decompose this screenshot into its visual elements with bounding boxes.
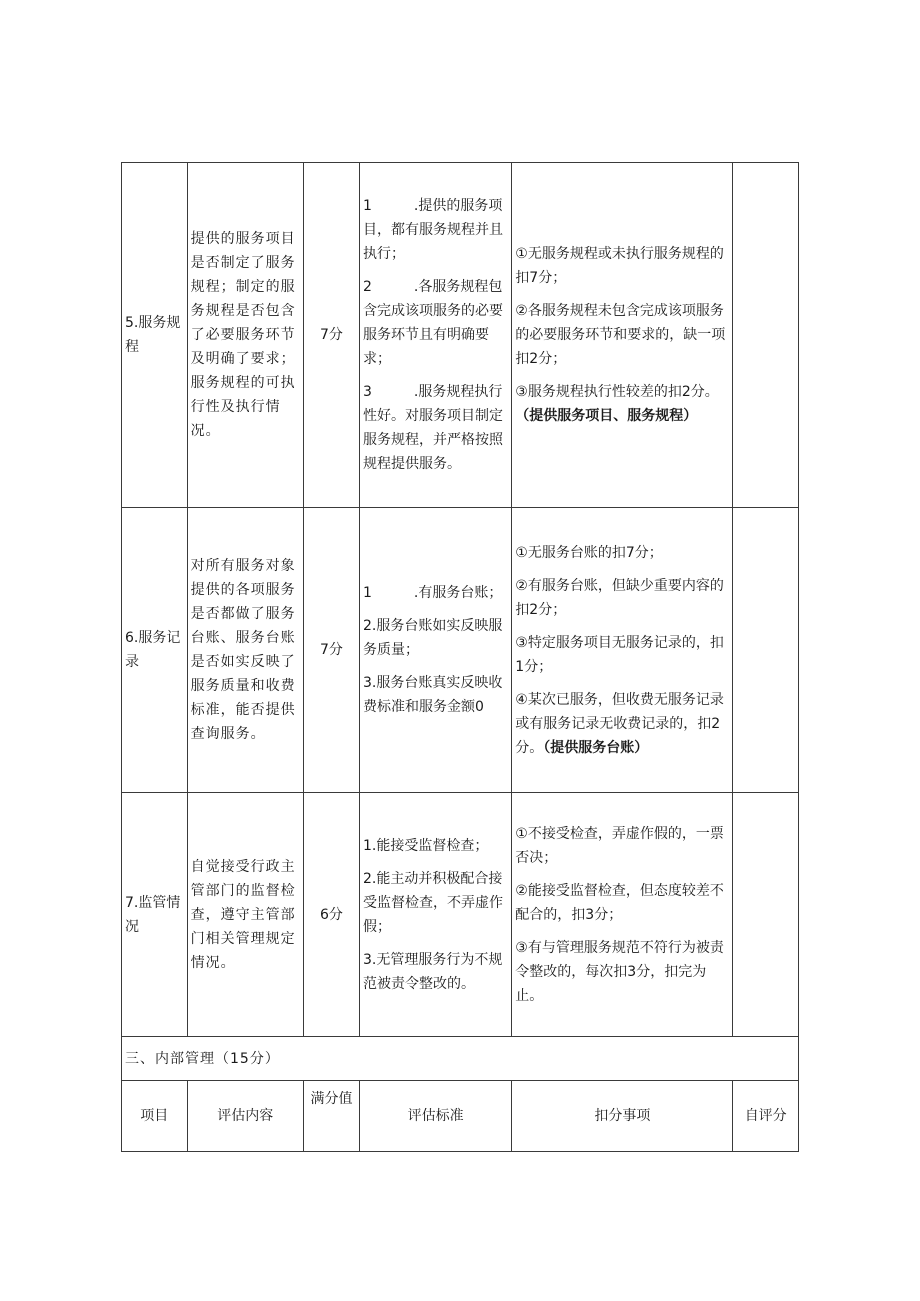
- section-row: [122, 1037, 799, 1081]
- deduction-item: ②有服务台账，但缺少重要内容的扣2分；: [515, 577, 724, 618]
- standard-item: 3 .服务规程执行性好。对服务项目制定服务规程，并严格按照规程提供服务。: [362, 384, 503, 472]
- standard-item: 2.能主动并积极配合接受监督检查，不弄虚作假；: [362, 870, 503, 935]
- section-title: 三、内部管理（15分）: [122, 1037, 799, 1081]
- deduction-cell: [512, 793, 733, 1037]
- deduction-item: [515, 688, 729, 760]
- deduction-item: ①不接受检查，弄虚作假的，一票否决；: [515, 825, 724, 866]
- deduction-text: ④某次已服务，但收费无服务记录或有服务记录无收费记录的，扣2分。: [515, 691, 724, 756]
- item-cell: 7.监管情况: [122, 793, 188, 1037]
- header-content: 评估内容: [187, 1081, 303, 1152]
- table-row: [122, 793, 799, 1037]
- table-row: [122, 508, 799, 793]
- header-row: [122, 1081, 799, 1152]
- self-score-cell: [733, 163, 799, 508]
- standard-cell: [359, 508, 511, 793]
- standard-item: 1 .有服务台账；: [362, 585, 503, 601]
- standard-item: 1 .提供的服务项目，都有服务规程并且执行；: [362, 198, 503, 262]
- score-cell: 6分: [303, 793, 359, 1037]
- score-cell: 7分: [303, 508, 359, 793]
- standard-item: 2 .各服务规程包含完成该项服务的必要服务环节且有明确要求；: [362, 279, 503, 367]
- deduction-item: ①无服务规程或未执行服务规程的扣7分；: [515, 246, 724, 286]
- content-cell: 对所有服务对象提供的各项服务是否都做了服务台账、服务台账是否如实反映了服务质量和收费标准，能否提供查询服务。: [187, 508, 303, 793]
- standard-item: 3.无管理服务行为不规范被责令整改的。: [362, 951, 503, 992]
- deduction-item: ③服务规程执行性较差的扣2分。: [515, 384, 719, 400]
- item-cell: 5.服务规程: [122, 163, 188, 508]
- header-score: 满分值: [303, 1081, 359, 1152]
- header-standard: 评估标准: [359, 1081, 511, 1152]
- header-deduction: 扣分事项: [512, 1081, 733, 1152]
- deduction-item: ①无服务台账的扣7分；: [515, 544, 663, 561]
- evaluation-table: [121, 162, 799, 1152]
- header-self-score: 自评分: [733, 1081, 799, 1152]
- deduction-item: ③有与管理服务规范不符行为被责令整改的，每次扣3分，扣完为止。: [515, 939, 724, 1004]
- deduction-item: ③特定服务项目无服务记录的，扣1分；: [515, 634, 724, 675]
- standard-cell: [359, 793, 511, 1037]
- standard-item: 1.能接受监督检查；: [362, 837, 489, 854]
- score-cell: 7分: [303, 163, 359, 508]
- deduction-item: ②能接受监督检查，但态度较差不配合的，扣3分；: [515, 882, 724, 923]
- deduction-cell: [512, 163, 733, 508]
- deduction-note: （提供服务项目、服务规程）: [515, 408, 698, 424]
- self-score-cell: [733, 793, 799, 1037]
- self-score-cell: [733, 508, 799, 793]
- content-cell: 提供的服务项目是否制定了服务规程；制定的服务规程是否包含了必要服务环节及明确了要求；服务规程的可执行性及执行情况。: [187, 163, 303, 508]
- content-cell: 自觉接受行政主管部门的监督检查，遵守主管部门相关管理规定情况。: [187, 793, 303, 1037]
- table-row: [122, 163, 799, 508]
- deduction-item: ②各服务规程未包含完成该项服务的必要服务环节和要求的，缺一项扣2分；: [515, 303, 726, 367]
- standard-cell: [359, 163, 511, 508]
- header-item: 项目: [122, 1081, 188, 1152]
- standard-item: 3.服务台账真实反映收费标准和服务金额0: [362, 675, 503, 715]
- deduction-note: （提供服务台账）: [543, 739, 649, 756]
- deduction-cell: [512, 508, 733, 793]
- standard-item: 2.服务台账如实反映服务质量；: [362, 618, 503, 658]
- item-cell: 6.服务记录: [122, 508, 188, 793]
